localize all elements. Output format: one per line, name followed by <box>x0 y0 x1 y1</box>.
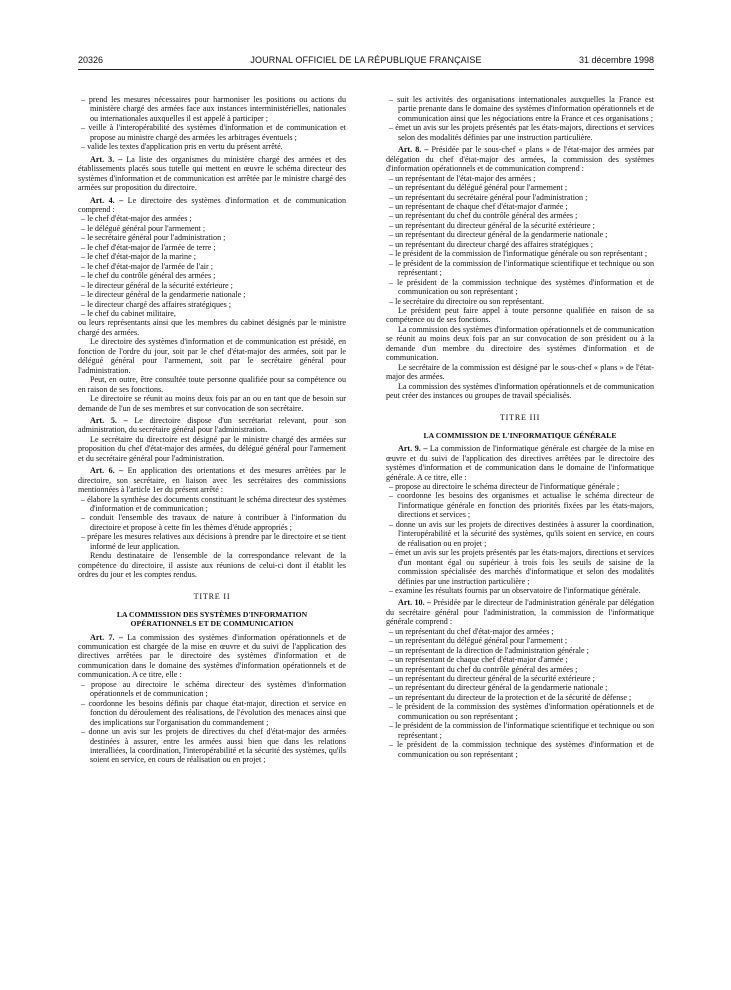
article-label: Art. 7. – <box>90 632 123 642</box>
list-item: – émet un avis sur les projets présentés par les états-majors, directions et services d'un montant égal ou supérieur à trois fois les seuils de saisine de la commission spécialisée des marchés d'informatique et selon des modalités définies par une instruction particulière ; <box>389 548 654 586</box>
paragraph: La commission des systèmes d'information opérationnels et de communication se réunit au moins deux fois par an sur convocation de son président ou à la demande d'un membre du directoire des systèmes d'information et de communication. <box>386 324 654 363</box>
title-heading: TITRE III <box>499 412 541 422</box>
article-label: Art. 4. – <box>90 195 124 205</box>
article-text: La liste des organismes du ministère chargé des armées et des établissements placés sous tutelle qui mettent en œuvre le schéma directeur des systèmes d'information et de communication est arrêtée par le ministre chargé des armées sur proposition du directoire. <box>78 154 346 193</box>
list-item: – le président de la commission technique des systèmes d'information et de communication ou son représentant ; <box>389 277 654 297</box>
list-item: – le secrétaire général pour l'administration ; <box>81 233 226 243</box>
list-item: – le délégué général pour l'armement ; <box>81 223 206 233</box>
list-item: – émet un avis sur les projets présentés par les états-majors, directions et services selon des modalités définies par une instruction particulière. <box>389 123 654 142</box>
list-item: – donne un avis sur les projets de directives du chef d'état-major des armées destinées à assurer, entre les armées aussi bien que dans les relations interalliées, la coordination, l'interopérabilité et la sécurité des systèmes, qu'ils soient en service, en cours de réalisation ou en projet ; <box>81 727 346 765</box>
article-4 <box>78 196 346 215</box>
article-7 <box>78 633 346 680</box>
list-item: – suit les activités des organisations internationales auxquelles la France est partie prenante dans le domaine des systèmes d'information opérationnels et de communication ainsi que les négociations entre la France et ces organisations ; <box>389 95 654 123</box>
list-item: – un représentant du chef d'état-major des armées ; <box>389 626 554 636</box>
list-item: – un représentant de la direction de l'administration générale ; <box>389 645 589 655</box>
list-item: – le chef d'état-major des armées ; <box>81 214 192 224</box>
list-item: – examine les résultats fournis par un observatoire de l'informatique générale. <box>389 585 641 595</box>
article-label: Art. 9. – <box>398 444 428 454</box>
paragraph: Le directoire se réunit au moins deux fois par an ou en tant que de besoin sur demande de l'un de ses membres et sur convocation de son secrétaire. <box>78 394 346 413</box>
list-item: – le directeur général de la gendarmerie nationale ; <box>81 290 246 300</box>
page-number: 20326 <box>78 55 104 65</box>
list-item: – coordonne les besoins définis par chaque état-major, direction et service en fonction du déroulement des réalisations, de l'évolution des menaces ainsi que des implications sur l'organisation du commandement ; <box>81 698 346 727</box>
article-label: Art. 8. – <box>398 145 429 155</box>
header-rule <box>78 69 654 70</box>
article-label: Art. 6. – <box>90 466 124 476</box>
list-item: – le directeur chargé des affaires stratégiques ; <box>81 299 232 309</box>
list-item: – un représentant de chaque chef d'état-major d'armée ; <box>389 201 568 211</box>
issue-date: 31 décembre 1998 <box>578 55 654 65</box>
article-10 <box>386 598 654 626</box>
list-item: – le chef d'état-major de l'armée de terre ; <box>81 242 216 252</box>
list-item: – un représentant du chef du contrôle général des armées ; <box>389 664 578 674</box>
article-8 <box>386 145 654 173</box>
list-item: – un représentant du délégué général pour l'armement ; <box>389 183 568 193</box>
list-item: – le chef du cabinet militaire, <box>81 308 176 318</box>
journal-title: JOURNAL OFFICIEL DE LA RÉPUBLIQUE FRANÇAISE <box>250 55 482 65</box>
list-item: – un représentant du directeur de la protection et de la sécurité de défense ; <box>389 692 632 702</box>
article-9 <box>386 444 654 482</box>
article-text: En application des orientations et des mesures arrêtées par le directoire, son secrétaire, en liaison avec les secrétaires des commissions mentionnées à l'article 1er du présent arrêté : <box>78 466 346 495</box>
right-column <box>386 95 654 759</box>
list-item: – un représentant du directeur général de la sécurité extérieure ; <box>389 220 595 230</box>
list-item: – un représentant du chef du contrôle général des armées ; <box>389 211 578 221</box>
list-item: – conduit l'ensemble des travaux de nature à contribuer à l'information du directoire et propose à cette fin les thèmes d'étude appropriés ; <box>81 513 346 532</box>
list-item: – un représentant du directeur chargé des affaires stratégiques ; <box>389 239 593 249</box>
section-heading: LA COMMISSION DE L'INFORMATIQUE GÉNÉRALE <box>423 430 617 440</box>
article-3 <box>78 155 346 193</box>
list-item: – valide les textes d'application pris en vertu du présent arrêté. <box>81 142 283 152</box>
article-text: La commission de l'informatique générale est chargée de la mise en œuvre et du suivi de l'application des directives arrêtées par le directoire des systèmes d'information et de communication dans le domaine de l'informatique générale. A ce titre, elle : <box>386 444 654 482</box>
list-item: – élabore la synthèse des documents constituant le schéma directeur des systèmes d'information et de communication ; <box>81 494 346 514</box>
list-item: – propose au directoire le schéma directeur des systèmes d'information opérationnels et de communication ; <box>81 679 346 699</box>
article-text: Le directoire des systèmes d'information et de communication comprend : <box>78 195 346 214</box>
list-item: – le chef d'état-major de l'armée de l'air ; <box>81 261 214 271</box>
list-item: – un représentant du directeur général de la gendarmerie nationale ; <box>389 230 608 240</box>
list-item: – un représentant du délégué général pour l'armement ; <box>389 636 568 646</box>
left-column <box>78 95 346 765</box>
list-item: – propose au directoire le schéma directeur de l'informatique générale ; <box>389 481 620 491</box>
section-heading: LA COMMISSION DES SYSTÈMES D'INFORMATION <box>116 610 308 620</box>
list-item: – le président de la commission de l'informatique générale ou son représentant ; <box>389 249 648 259</box>
list-item: – un représentant de chaque chef d'état-major d'armée ; <box>389 655 568 665</box>
article-5 <box>78 416 346 435</box>
list-item: – le président de la commission des systèmes d'information opérationnels et de communication ou son représentant ; <box>389 702 654 721</box>
paragraph: Peut, en outre, être consultée toute personne qualifiée pour sa compétence ou en raison de ses fonctions. <box>78 375 346 394</box>
list-item: – le chef du contrôle général des armées ; <box>81 271 216 281</box>
paragraph: Le directoire des systèmes d'information et de communication est présidé, en fonction de l'ordre du jour, soit par le chef d'état-major des armées, soit par le délégué général pour l'armement, soit par le secrétaire général pour l'administration. <box>78 337 346 375</box>
article-label: Art. 10. – <box>398 598 432 608</box>
list-item: – le président de la commission de l'informatique scientifique et technique ou son représentant ; <box>389 258 654 278</box>
article-text: Le directoire dispose d'un secrétariat relevant, pour son administration, du secrétaire général pour l'administration. <box>78 415 346 435</box>
list-item: – veille à l'interopérabilité des systèmes d'information et de communication et propose au ministre chargé des armées les arbitrages éventuels ; <box>81 123 346 142</box>
paragraph: Rendu destinataire de l'ensemble de la correspondance relevant de la compétence du directoire, il assiste aux réunions de celui-ci dont il établit les ordres du jour et les comptes rendus. <box>78 551 346 580</box>
title-heading: TITRE II <box>193 591 231 601</box>
paragraph: ou leurs représentants ainsi que les membres du cabinet désignés par le ministre chargé des armées. <box>78 318 346 337</box>
list-item: – prend les mesures nécessaires pour harmoniser les positions ou actions du ministère chargé des armées face aux instances interministérielles, nationales ou internationales auxquelles il est appelé à participer ; <box>81 95 346 123</box>
page-header <box>78 55 654 69</box>
list-item: – le président de la commission technique des systèmes d'information et de communication ou son représentant ; <box>389 740 654 759</box>
article-label: Art. 5. – <box>90 415 128 425</box>
paragraph: Le secrétaire du directoire est désigné par le ministre chargé des armées sur proposition du chef d'état-major des armées, du délégué général pour l'armement et du secrétaire général pour l'administration. <box>78 434 346 463</box>
article-text: Présidée par le sous-chef « plans » de l'état-major des armées par délégation du chef d'état-major des armées, la commission des systèmes d'information opérationnels et de communication comprend : <box>386 145 654 174</box>
list-item: – le président de la commission de l'informatique scientifique et technique ou son représentant ; <box>389 721 654 740</box>
article-label: Art. 3. – <box>90 154 123 164</box>
article-6 <box>78 466 346 494</box>
list-item: – coordonne les besoins des organismes et actualise le schéma directeur de l'informatique générale en fonction des priorités fixées par les états-majors, directions et services ; <box>389 491 654 520</box>
article-text: Présidée par le directeur de l'administration générale par délégation du secrétaire général pour l'administration, la commission de l'informatique générale comprend : <box>386 598 654 627</box>
list-item: – le secrétaire du directoire ou son représentant. <box>389 296 545 306</box>
list-item: – un représentant de l'état-major des armées ; <box>389 173 536 183</box>
paragraph: Le président peut faire appel à toute personne qualifiée en raison de sa compétence ou de ses fonctions. <box>386 305 654 325</box>
list-item: – un représentant du directeur général de la gendarmerie nationale ; <box>389 683 608 693</box>
list-item: – un représentant du directeur général de la sécurité extérieure ; <box>389 674 595 684</box>
list-item: – le chef d'état-major de la marine ; <box>81 252 196 262</box>
list-item: – prépare les mesures relatives aux décisions à prendre par le directoire et se tient informé de leur application. <box>81 532 346 551</box>
article-text: La commission des systèmes d'information opérationnels et de communication est chargée de la mise en œuvre et du suivi de l'application des directives arrêtées par le directoire des systèmes d'information et de communication dans le domaine des systèmes d'information opérationnels et de communication. A ce titre, elle : <box>78 632 346 680</box>
list-item: – un représentant du secrétaire général pour l'administration ; <box>389 192 588 202</box>
paragraph: La commission des systèmes d'information opérationnels et de communication peut créer des instances ou groupes de travail spécialisés. <box>386 381 654 401</box>
list-item: – le directeur général de la sécurité extérieure ; <box>81 280 233 290</box>
section-heading: OPÉRATIONNELS ET DE COMMUNICATION <box>130 619 294 629</box>
list-item: – donne un avis sur les projets de directives destinées à assurer la coordination, l'interopérabilité et la sécurité des systèmes, qu'ils soient en service, en cours de réalisation ou en projet ; <box>389 519 654 548</box>
paragraph: Le secrétaire de la commission est désigné par le sous-chef « plans » de l'état-major des armées. <box>386 362 654 382</box>
